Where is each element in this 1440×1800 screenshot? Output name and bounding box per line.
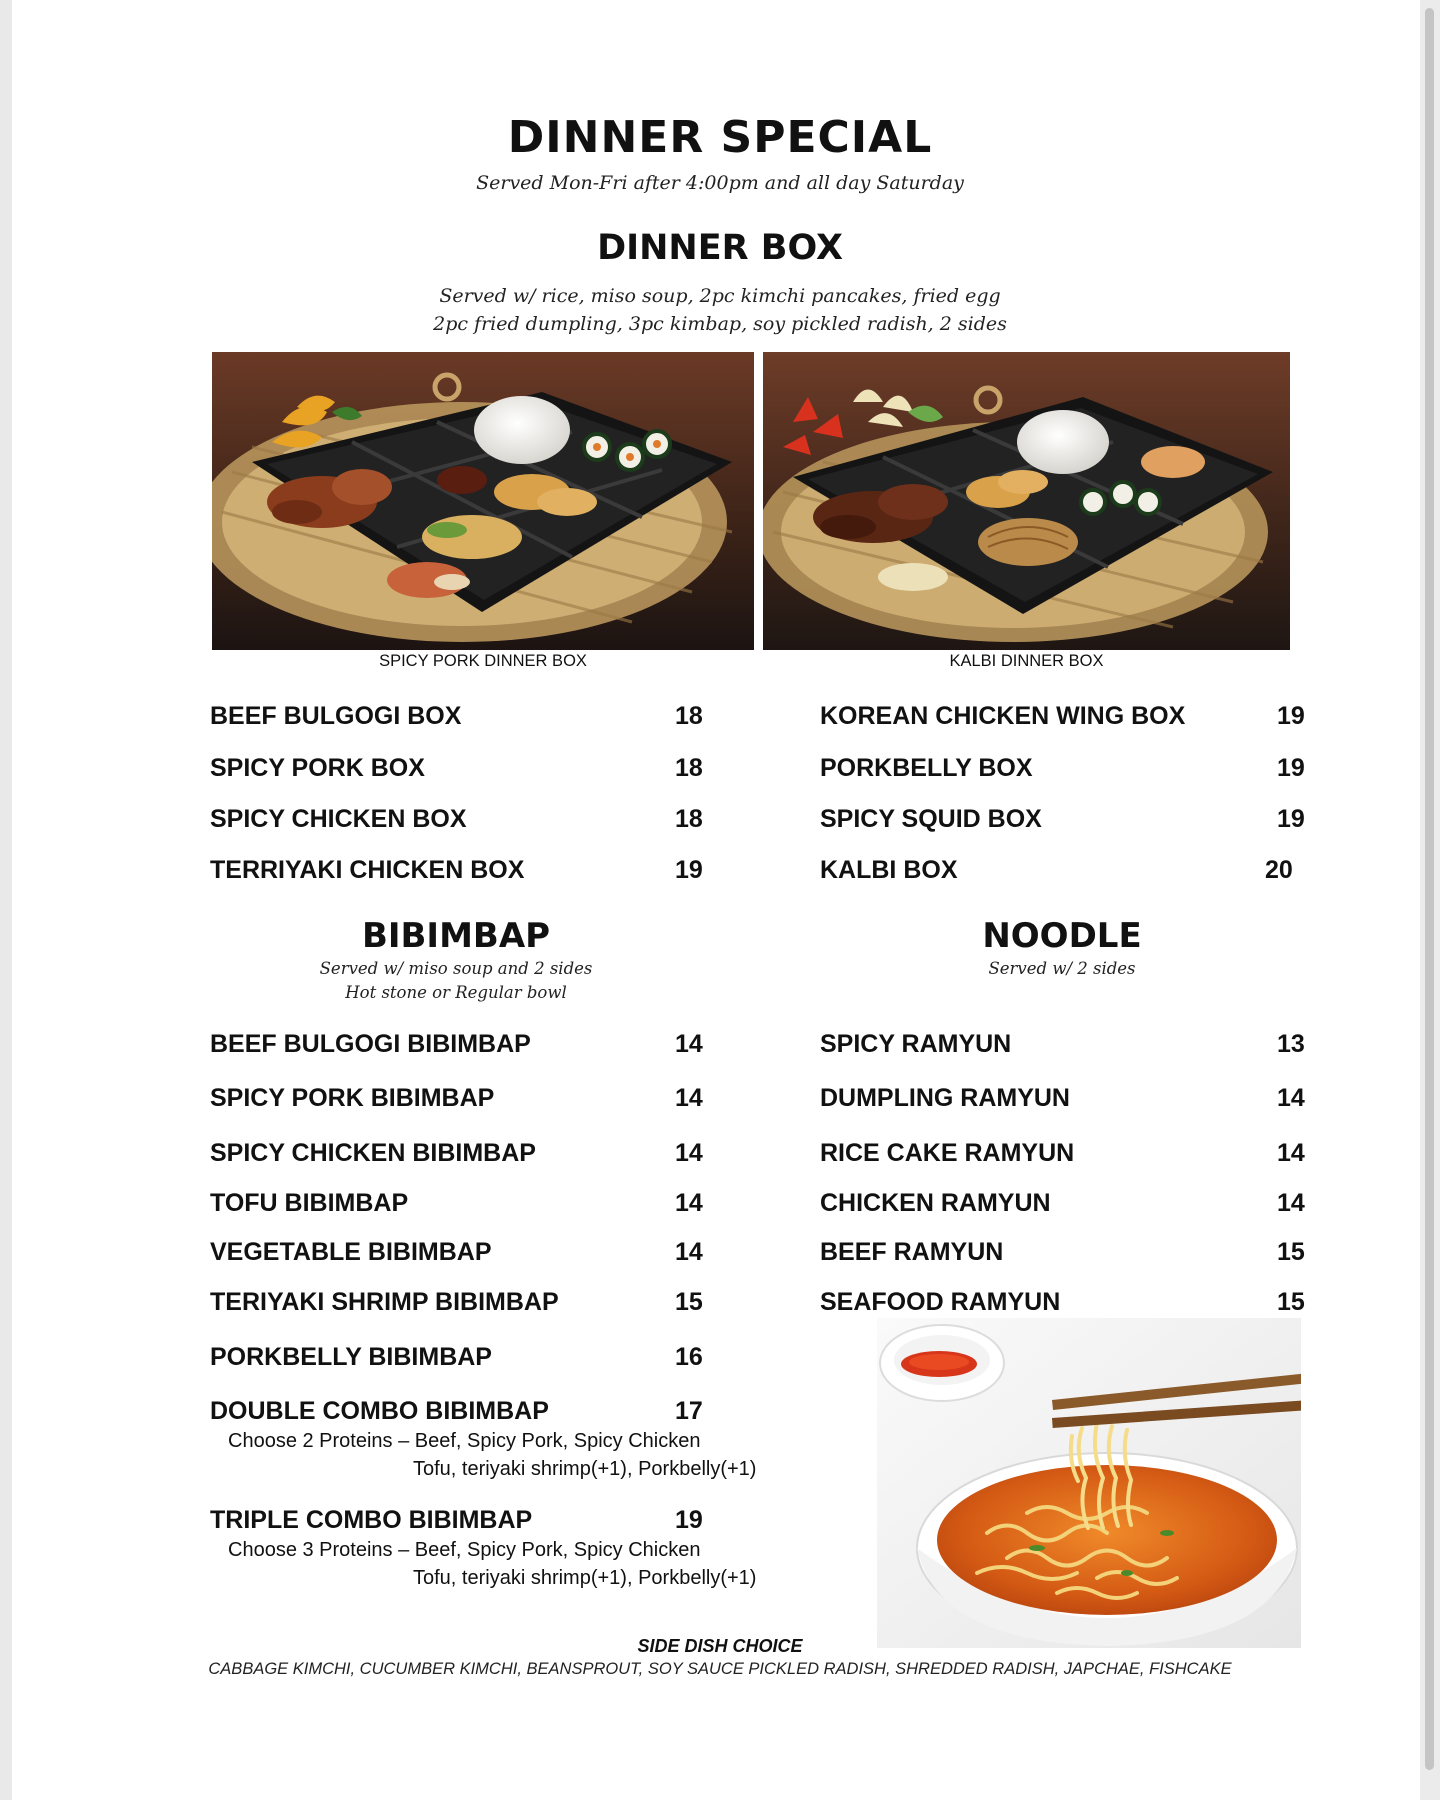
side-dish-title: SIDE DISH CHOICE bbox=[637, 1636, 803, 1656]
kalbi-dinner-box-photo bbox=[763, 352, 1290, 650]
double-combo-note-line2: Tofu, teriyaki shrimp(+1), Porkbelly(+1) bbox=[413, 1458, 757, 1480]
menu-item-price: 19 bbox=[1277, 754, 1305, 782]
menu-item-price: 14 bbox=[1277, 1189, 1305, 1217]
menu-item-price: 15 bbox=[1277, 1288, 1305, 1316]
menu-item-name: BEEF RAMYUN bbox=[820, 1238, 1004, 1266]
menu-item-price: 15 bbox=[1277, 1238, 1305, 1266]
page-subtitle: Served Mon-Fri after 4:00pm and all day Saturday bbox=[476, 172, 964, 194]
menu-item-price: 19 bbox=[1277, 702, 1305, 730]
menu-item-price: 19 bbox=[675, 1506, 703, 1534]
bibimbap-desc-line1: Served w/ miso soup and 2 sides bbox=[319, 959, 593, 978]
dinner-box-heading: DINNER BOX bbox=[597, 228, 843, 268]
menu-item-name: SPICY SQUID BOX bbox=[820, 805, 1042, 833]
menu-item-price: 18 bbox=[675, 702, 703, 730]
menu-item-name: TOFU BIBIMBAP bbox=[210, 1189, 409, 1217]
menu-item-name: DOUBLE COMBO BIBIMBAP bbox=[210, 1397, 549, 1425]
menu-item-name: TERRIYAKI CHICKEN BOX bbox=[210, 856, 525, 884]
menu-item-name: SPICY CHICKEN BIBIMBAP bbox=[210, 1139, 536, 1167]
menu-item-price: 20 bbox=[1265, 856, 1293, 884]
noodle-heading: NOODLE bbox=[982, 916, 1142, 956]
menu-item-name: TERIYAKI SHRIMP BIBIMBAP bbox=[210, 1288, 559, 1316]
dinner-box-desc-line2: 2pc fried dumpling, 3pc kimbap, soy pickled radish, 2 sides bbox=[433, 313, 1007, 335]
menu-item-name: KOREAN CHICKEN WING BOX bbox=[820, 702, 1186, 730]
menu-item-price: 14 bbox=[1277, 1139, 1305, 1167]
kalbi-dinner-box-caption: KALBI DINNER BOX bbox=[949, 652, 1104, 670]
menu-item-name: SEAFOOD RAMYUN bbox=[820, 1288, 1061, 1316]
menu-item-price: 14 bbox=[675, 1030, 703, 1058]
scrollbar-thumb[interactable] bbox=[1425, 8, 1434, 1770]
menu-item-name: PORKBELLY BIBIMBAP bbox=[210, 1343, 492, 1371]
menu-item-name: TRIPLE COMBO BIBIMBAP bbox=[210, 1506, 533, 1534]
menu-item-price: 14 bbox=[675, 1084, 703, 1112]
menu-item-price: 19 bbox=[675, 856, 703, 884]
menu-item-price: 14 bbox=[675, 1139, 703, 1167]
menu-item-price: 17 bbox=[675, 1397, 703, 1425]
double-combo-note-line1: Choose 2 Proteins – Beef, Spicy Pork, Spicy Chicken bbox=[228, 1430, 701, 1452]
menu-item-name: CHICKEN RAMYUN bbox=[820, 1189, 1051, 1217]
menu-item-name: VEGETABLE BIBIMBAP bbox=[210, 1238, 492, 1266]
bibimbap-desc-line2: Hot stone or Regular bowl bbox=[345, 983, 567, 1002]
menu-item-name: SPICY PORK BOX bbox=[210, 754, 425, 782]
vertical-scrollbar[interactable] bbox=[1420, 0, 1440, 1800]
side-dish-list: CABBAGE KIMCHI, CUCUMBER KIMCHI, BEANSPROUT, SOY SAUCE PICKLED RADISH, SHREDDED RADISH, JAPCHAE, FISHCAKE bbox=[208, 1660, 1232, 1678]
menu-item-price: 14 bbox=[675, 1189, 703, 1217]
menu-item-price: 14 bbox=[1277, 1084, 1305, 1112]
dinner-box-desc-line1: Served w/ rice, miso soup, 2pc kimchi pancakes, fried egg bbox=[439, 285, 1001, 307]
menu-item-name: SPICY PORK BIBIMBAP bbox=[210, 1084, 495, 1112]
menu-item-price: 18 bbox=[675, 754, 703, 782]
menu-item-price: 13 bbox=[1277, 1030, 1305, 1058]
spicy-pork-dinner-box-caption: SPICY PORK DINNER BOX bbox=[379, 652, 587, 670]
bibimbap-heading: BIBIMBAP bbox=[361, 916, 551, 956]
menu-item-name: KALBI BOX bbox=[820, 856, 958, 884]
ramyun-photo bbox=[877, 1318, 1301, 1648]
menu-item-name: BEEF BULGOGI BIBIMBAP bbox=[210, 1030, 531, 1058]
menu-item-price: 19 bbox=[1277, 805, 1305, 833]
menu-item-name: RICE CAKE RAMYUN bbox=[820, 1139, 1075, 1167]
menu-item-name: DUMPLING RAMYUN bbox=[820, 1084, 1070, 1112]
menu-item-price: 14 bbox=[675, 1238, 703, 1266]
menu-item-name: PORKBELLY BOX bbox=[820, 754, 1033, 782]
triple-combo-note-line2: Tofu, teriyaki shrimp(+1), Porkbelly(+1) bbox=[413, 1567, 757, 1589]
spicy-pork-dinner-box-photo bbox=[212, 352, 754, 650]
page-title: DINNER SPECIAL bbox=[507, 112, 933, 163]
menu-item-price: 18 bbox=[675, 805, 703, 833]
triple-combo-note-line1: Choose 3 Proteins – Beef, Spicy Pork, Spicy Chicken bbox=[228, 1539, 701, 1561]
menu-item-name: SPICY RAMYUN bbox=[820, 1030, 1012, 1058]
menu-item-price: 16 bbox=[675, 1343, 703, 1371]
noodle-desc: Served w/ 2 sides bbox=[988, 959, 1136, 978]
menu-item-price: 15 bbox=[675, 1288, 703, 1316]
menu-item-name: BEEF BULGOGI BOX bbox=[210, 702, 462, 730]
menu-item-name: SPICY CHICKEN BOX bbox=[210, 805, 467, 833]
